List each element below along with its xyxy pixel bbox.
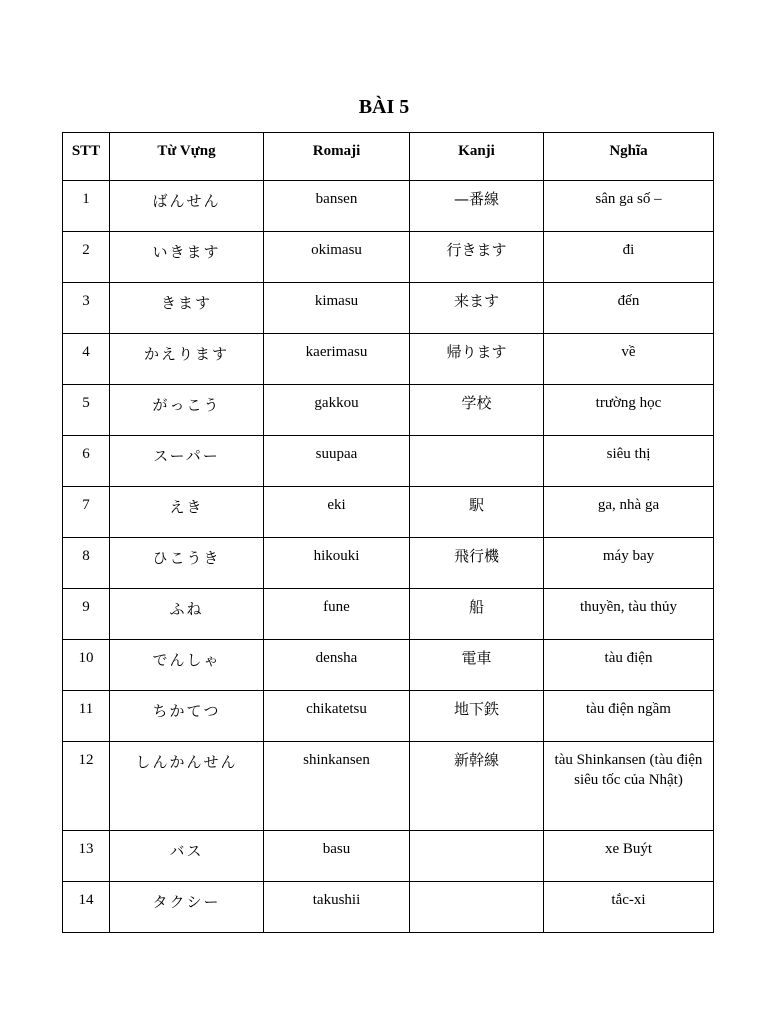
- table-row: [63, 589, 714, 640]
- kanji-text: —番線: [453, 190, 499, 208]
- cell-stt: 11: [63, 691, 110, 742]
- table-row: [63, 283, 714, 334]
- cell-vocab: [110, 538, 264, 589]
- cell-kanji: [410, 742, 544, 831]
- cell-stt: 13: [63, 831, 110, 882]
- kanji-text: 駅: [468, 496, 484, 514]
- cell-stt: 9: [63, 589, 110, 640]
- vocab-text: がっこう: [152, 396, 221, 414]
- header-stt: STT: [63, 133, 110, 181]
- table-header-row: [63, 133, 714, 181]
- cell-vocab: [110, 882, 264, 933]
- cell-meaning: đi: [544, 232, 714, 283]
- cell-kanji: [410, 283, 544, 334]
- cell-vocab: [110, 742, 264, 831]
- cell-meaning: tắc-xi: [544, 882, 714, 933]
- table-row: [63, 640, 714, 691]
- cell-kanji: [410, 436, 544, 487]
- kanji-text: 帰ります: [446, 343, 507, 361]
- table-row: [63, 538, 714, 589]
- cell-stt: 10: [63, 640, 110, 691]
- cell-vocab: [110, 691, 264, 742]
- kanji-text: 行きます: [446, 241, 507, 259]
- kanji-text: 地下鉄: [453, 700, 499, 718]
- vocab-text: きます: [160, 294, 212, 312]
- table-row: [63, 882, 714, 933]
- cell-romaji: eki: [264, 487, 410, 538]
- cell-meaning: máy bay: [544, 538, 714, 589]
- cell-meaning: tàu điện: [544, 640, 714, 691]
- cell-meaning: thuyền, tàu thủy: [544, 589, 714, 640]
- header-meaning: Nghĩa: [544, 133, 714, 181]
- vocab-text: ちかてつ: [152, 702, 221, 720]
- cell-meaning: sân ga số –: [544, 181, 714, 232]
- cell-vocab: [110, 487, 264, 538]
- cell-vocab: [110, 640, 264, 691]
- cell-meaning: ga, nhà ga: [544, 487, 714, 538]
- vocab-text: スーパー: [153, 447, 220, 465]
- cell-romaji: shinkansen: [264, 742, 410, 831]
- cell-kanji: [410, 334, 544, 385]
- table-row: [63, 691, 714, 742]
- cell-romaji: kimasu: [264, 283, 410, 334]
- cell-kanji: [410, 589, 544, 640]
- cell-meaning: siêu thị: [544, 436, 714, 487]
- cell-kanji: [410, 385, 544, 436]
- cell-kanji: [410, 691, 544, 742]
- cell-vocab: [110, 334, 264, 385]
- header-romaji: Romaji: [264, 133, 410, 181]
- cell-stt: 7: [63, 487, 110, 538]
- cell-vocab: [110, 232, 264, 283]
- table-row: [63, 181, 714, 232]
- cell-vocab: [110, 589, 264, 640]
- cell-romaji: suupaa: [264, 436, 410, 487]
- cell-romaji: bansen: [264, 181, 410, 232]
- cell-romaji: okimasu: [264, 232, 410, 283]
- cell-meaning: xe Buýt: [544, 831, 714, 882]
- cell-kanji: [410, 181, 544, 232]
- cell-kanji: [410, 538, 544, 589]
- table-row: [63, 232, 714, 283]
- page-title: BÀI 5: [358, 96, 410, 118]
- table-row: [63, 742, 714, 831]
- vocab-text: でんしゃ: [152, 651, 221, 669]
- vocab-text: かえります: [143, 345, 229, 363]
- cell-stt: 2: [63, 232, 110, 283]
- header-vocab: Từ Vựng: [110, 133, 264, 181]
- cell-romaji: hikouki: [264, 538, 410, 589]
- cell-stt: 6: [63, 436, 110, 487]
- cell-kanji: [410, 640, 544, 691]
- header-kanji: Kanji: [410, 133, 544, 181]
- cell-stt: 5: [63, 385, 110, 436]
- cell-romaji: fune: [264, 589, 410, 640]
- cell-romaji: kaerimasu: [264, 334, 410, 385]
- cell-meaning: đến: [544, 283, 714, 334]
- kanji-text: 学校: [461, 394, 492, 412]
- vocab-text: タクシー: [152, 893, 221, 911]
- cell-meaning: tàu điện ngầm: [544, 691, 714, 742]
- kanji-text: 飛行機: [453, 547, 499, 565]
- cell-romaji: chikatetsu: [264, 691, 410, 742]
- cell-meaning: trường học: [544, 385, 714, 436]
- vocab-text: しんかんせん: [135, 753, 238, 771]
- table-row: [63, 385, 714, 436]
- cell-stt: 3: [63, 283, 110, 334]
- vocab-text: ばんせん: [152, 192, 221, 210]
- kanji-text: 船: [468, 598, 484, 616]
- cell-stt: 1: [63, 181, 110, 232]
- cell-vocab: [110, 385, 264, 436]
- cell-romaji: gakkou: [264, 385, 410, 436]
- cell-stt: 14: [63, 882, 110, 933]
- vocab-text: いきます: [152, 243, 221, 261]
- cell-romaji: densha: [264, 640, 410, 691]
- kanji-text: 電車: [461, 649, 492, 667]
- cell-meaning: về: [544, 334, 714, 385]
- table-row: [63, 436, 714, 487]
- cell-vocab: [110, 283, 264, 334]
- vocab-text: ふね: [169, 600, 204, 618]
- cell-kanji: [410, 487, 544, 538]
- kanji-text: 来ます: [453, 292, 499, 310]
- cell-kanji: [410, 831, 544, 882]
- table-row: [63, 334, 714, 385]
- vocab-text: バス: [169, 842, 204, 860]
- cell-romaji: takushii: [264, 882, 410, 933]
- cell-kanji: [410, 882, 544, 933]
- cell-stt: 4: [63, 334, 110, 385]
- cell-stt: 12: [63, 742, 110, 831]
- cell-stt: 8: [63, 538, 110, 589]
- cell-vocab: [110, 181, 264, 232]
- cell-kanji: [410, 232, 544, 283]
- vocab-text: ひこうき: [152, 549, 221, 567]
- table-row: [63, 831, 714, 882]
- cell-meaning: tàu Shinkansen (tàu điện siêu tốc của Nhật): [544, 742, 714, 831]
- cell-vocab: [110, 436, 264, 487]
- kanji-text: 新幹線: [453, 751, 499, 769]
- cell-vocab: [110, 831, 264, 882]
- cell-romaji: basu: [264, 831, 410, 882]
- vocab-text: えき: [169, 498, 204, 516]
- table-row: [63, 487, 714, 538]
- vocabulary-table: [62, 132, 714, 933]
